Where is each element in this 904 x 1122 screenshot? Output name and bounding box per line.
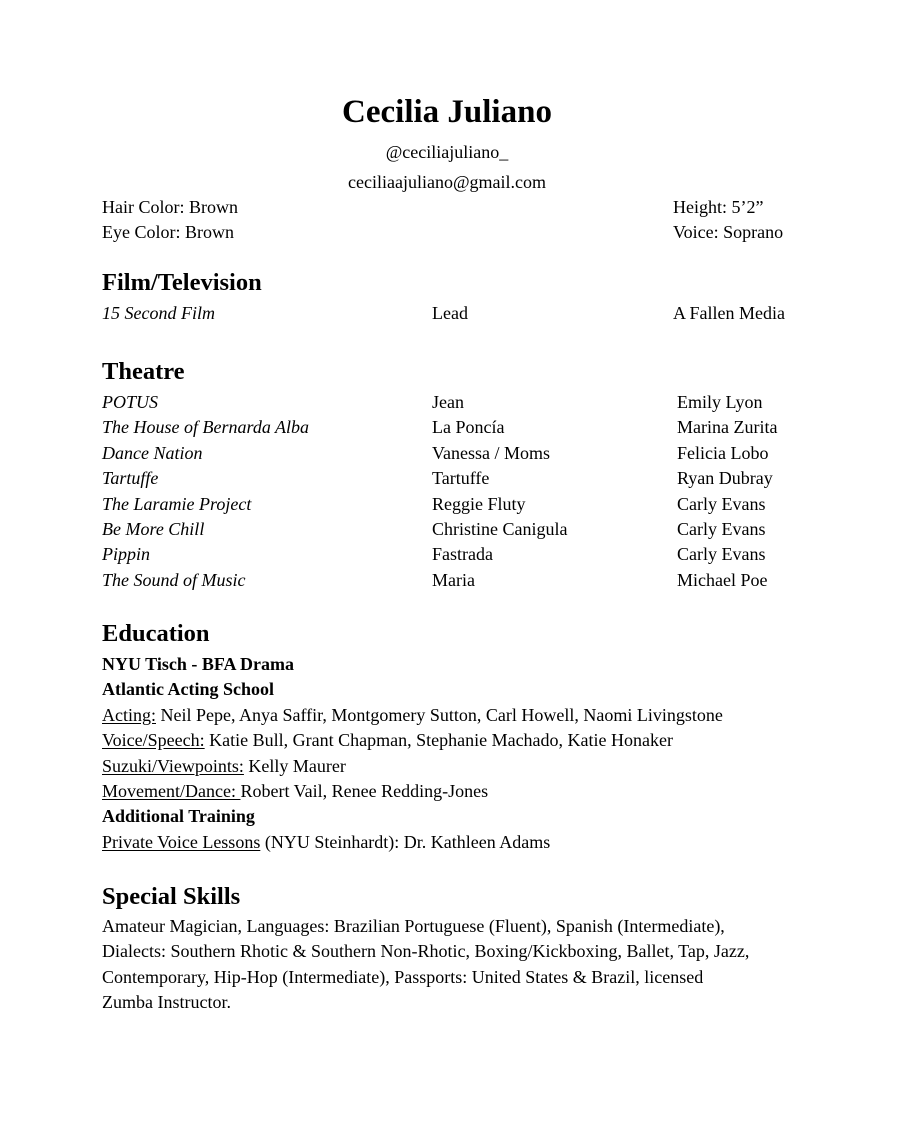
credit-row — [102, 390, 822, 415]
credit-title: POTUS — [102, 392, 159, 412]
credit-row — [102, 492, 822, 517]
credit-row — [102, 517, 822, 542]
training-label: Movement/Dance: — [102, 780, 241, 801]
training-label: Voice/Speech: — [102, 730, 205, 751]
film-credits — [102, 301, 822, 326]
credit-director: Emily Lyon — [677, 392, 763, 412]
theatre-heading: Theatre — [102, 358, 185, 385]
credit-director: A Fallen Media — [673, 303, 785, 323]
credit-director: Carly Evans — [677, 518, 766, 539]
eye-color: Eye Color: Brown — [102, 222, 234, 242]
credit-row — [102, 415, 822, 440]
training-teachers: Katie Bull, Grant Chapman, Stephanie Machado, Katie Honaker — [204, 730, 674, 751]
credit-director: Carly Evans — [677, 544, 766, 565]
credit-row — [102, 301, 822, 326]
skills-line: Zumba Instructor. — [102, 992, 231, 1013]
credit-row — [102, 441, 822, 466]
credit-role: Christine Canigula — [432, 518, 568, 539]
training-private-voice — [102, 830, 822, 855]
training-teachers: Robert Vail, Renee Redding-Jones — [240, 780, 489, 801]
credit-role: Lead — [432, 303, 468, 323]
instagram-handle: @ceciliajuliano_ — [385, 142, 509, 162]
skills-line: Dialects: Southern Rhotic & Southern Non-Rhotic, Boxing/Kickboxing, Ballet, Tap, Jazz, — [102, 941, 750, 962]
training-teachers: (NYU Steinhardt): Dr. Kathleen Adams — [260, 831, 551, 852]
skills-line: Contemporary, Hip-Hop (Intermediate), Passports: United States & Brazil, licensed — [102, 966, 704, 987]
credit-row — [102, 568, 822, 593]
training-teachers: Kelly Maurer — [243, 755, 346, 776]
credit-role: Tartuffe — [432, 468, 490, 489]
education-school: Atlantic Acting School — [102, 679, 275, 700]
skills-line: Amateur Magician, Languages: Brazilian Portuguese (Fluent), Spanish (Intermediate), — [102, 916, 725, 936]
email-address: ceciliaajuliano@gmail.com — [348, 172, 546, 192]
credit-title: The Sound of Music — [102, 569, 246, 590]
credit-director: Felicia Lobo — [677, 442, 769, 463]
training-movement — [102, 779, 822, 804]
training-acting — [102, 703, 822, 728]
credit-role: Maria — [432, 569, 475, 590]
credit-role: Fastrada — [432, 544, 493, 565]
special-skills-heading: Special Skills — [102, 883, 241, 910]
credit-director: Carly Evans — [677, 493, 766, 514]
hair-color: Hair Color: Brown — [102, 197, 238, 217]
training-label: Private Voice Lessons — [102, 831, 261, 852]
credit-row — [102, 542, 822, 567]
credit-director: Michael Poe — [677, 569, 768, 590]
education-heading: Education — [102, 620, 210, 647]
credit-title: 15 Second Film — [102, 303, 215, 323]
actor-name: Cecilia Juliano — [342, 94, 552, 130]
height: Height: 5’2” — [673, 197, 764, 217]
credit-director: Ryan Dubray — [677, 468, 773, 489]
credit-role: Reggie Fluty — [432, 493, 526, 514]
credit-role: La Poncía — [432, 417, 505, 438]
film-heading: Film/Television — [102, 269, 262, 296]
credit-title: Tartuffe — [102, 468, 159, 489]
training-voice — [102, 728, 822, 753]
training-teachers: Neil Pepe, Anya Saffir, Montgomery Sutton, Carl Howell, Naomi Livingstone — [156, 704, 723, 725]
credit-title: Dance Nation — [102, 442, 203, 463]
credit-title: The Laramie Project — [102, 493, 252, 514]
credit-role: Jean — [432, 392, 464, 412]
theatre-credits — [102, 390, 822, 593]
special-skills-text — [102, 914, 802, 1016]
training-label: Acting: — [102, 704, 156, 725]
credit-role: Vanessa / Moms — [432, 442, 550, 463]
training-label: Suzuki/Viewpoints: — [102, 755, 244, 776]
education-list — [102, 652, 822, 855]
credit-title: Be More Chill — [102, 518, 205, 539]
credit-title: Pippin — [102, 544, 150, 565]
credit-director: Marina Zurita — [677, 417, 778, 438]
credit-row — [102, 466, 822, 491]
credit-title: The House of Bernarda Alba — [102, 417, 309, 438]
training-suzuki — [102, 754, 822, 779]
voice-type: Voice: Soprano — [673, 222, 784, 242]
additional-training-heading: Additional Training — [102, 806, 255, 827]
education-school: NYU Tisch - BFA Drama — [102, 654, 295, 674]
